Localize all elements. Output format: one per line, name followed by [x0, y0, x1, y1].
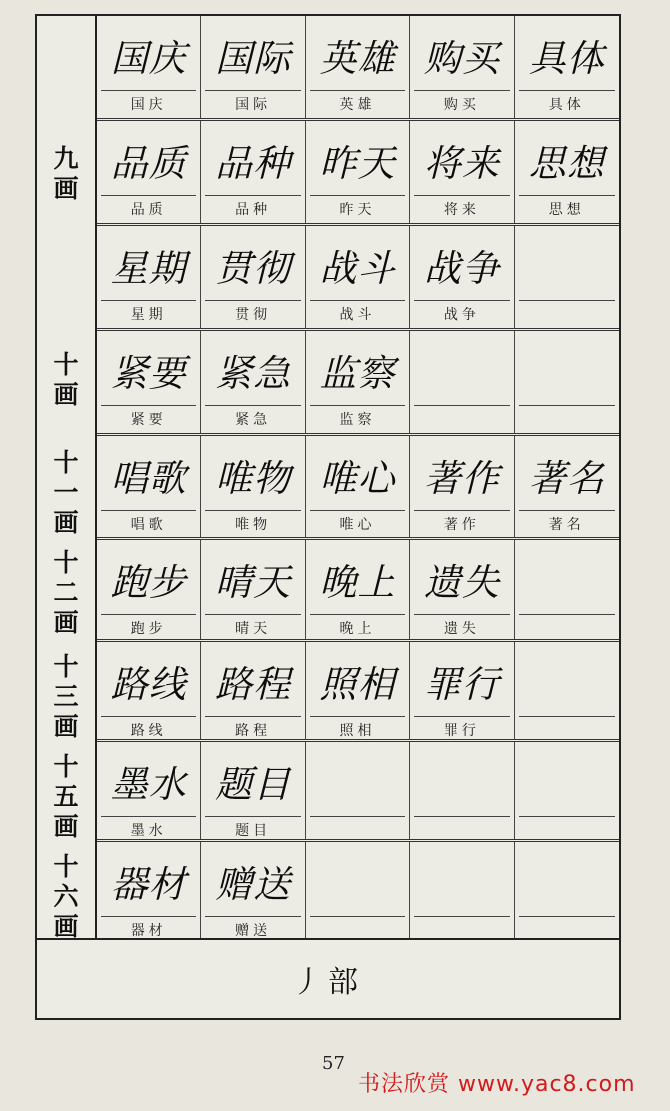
word-cell	[97, 16, 201, 118]
printed-word-label: 路程	[235, 723, 272, 739]
word-row	[97, 742, 619, 842]
word-cell	[97, 540, 201, 639]
printed-word-label: 将来	[443, 202, 480, 218]
handwritten-word: 著作	[423, 457, 500, 500]
handwritten-word: 监察	[319, 352, 396, 395]
cell-divider	[519, 195, 615, 196]
printed-word-label: 题目	[235, 823, 272, 839]
stroke-label-10	[37, 350, 95, 410]
handwritten-word: 昨天	[319, 142, 396, 185]
cell-divider	[519, 300, 615, 301]
word-cell	[201, 226, 305, 328]
word-cell	[306, 540, 410, 639]
cell-divider	[519, 405, 615, 406]
word-cell	[515, 226, 619, 328]
printed-word-label: 罪行	[443, 723, 480, 739]
cell-divider	[101, 300, 196, 301]
stroke-label-15	[37, 752, 95, 842]
word-cell	[410, 331, 514, 433]
word-cell	[201, 642, 305, 739]
word-cell	[515, 742, 619, 839]
radical-heading: 丿部	[292, 965, 364, 1000]
handwritten-word: 购买	[423, 37, 500, 80]
cell-divider	[310, 916, 405, 917]
handwritten-word: 战斗	[319, 247, 396, 290]
printed-word-label: 战争	[443, 307, 480, 323]
word-cell	[306, 642, 410, 739]
printed-word-label: 国庆	[130, 97, 167, 113]
handwritten-word	[306, 850, 409, 912]
printed-word-label: 紧要	[130, 412, 167, 428]
word-cell	[201, 742, 305, 839]
stroke-label-11	[37, 448, 95, 538]
cell-divider	[414, 300, 509, 301]
word-row	[97, 16, 619, 121]
printed-word-label: 遗失	[443, 621, 480, 637]
word-cell	[515, 842, 619, 938]
cell-divider	[310, 716, 405, 717]
handwritten-word	[515, 650, 619, 712]
cell-divider	[414, 816, 509, 817]
printed-word-label: 品质	[130, 202, 167, 218]
printed-word-label: 照相	[339, 723, 376, 739]
cell-divider	[205, 716, 300, 717]
word-cell	[201, 540, 305, 639]
cell-divider	[205, 300, 300, 301]
stroke-label-text: 十 二 画	[53, 548, 79, 637]
printed-word-label: 国际	[235, 97, 272, 113]
word-row	[97, 642, 619, 742]
cell-divider	[414, 510, 509, 511]
word-cell	[97, 842, 201, 938]
cell-divider	[414, 90, 509, 91]
printed-word-label: 思想	[548, 202, 585, 218]
cell-divider	[519, 614, 615, 615]
handwritten-word: 贯彻	[215, 247, 292, 290]
cell-divider	[310, 300, 405, 301]
handwritten-word: 跑步	[110, 561, 187, 604]
printed-word-label: 唯心	[339, 517, 376, 533]
handwritten-word: 路程	[215, 663, 292, 706]
handwritten-word: 唯物	[215, 457, 292, 500]
printed-word-label: 星期	[130, 307, 167, 323]
word-cell	[97, 226, 201, 328]
word-cell	[410, 436, 514, 537]
word-cell	[306, 842, 410, 938]
handwritten-word	[410, 750, 513, 812]
handwritten-word	[515, 234, 619, 296]
printed-word-label: 昨天	[339, 202, 376, 218]
word-row	[97, 121, 619, 226]
word-cell	[515, 436, 619, 537]
word-cell	[410, 121, 514, 223]
word-row	[97, 226, 619, 331]
handwritten-word: 照相	[319, 663, 396, 706]
word-cell	[97, 642, 201, 739]
printed-word-label: 贯彻	[235, 307, 272, 323]
cell-divider	[414, 195, 509, 196]
handwritten-word: 晴天	[215, 561, 292, 604]
word-cell	[410, 842, 514, 938]
word-cell	[97, 436, 201, 537]
handwritten-word: 国庆	[110, 37, 187, 80]
cell-divider	[310, 816, 405, 817]
stroke-label-text: 九 画	[53, 144, 79, 203]
cell-divider	[310, 405, 405, 406]
stroke-label-text: 十 画	[53, 350, 79, 409]
word-cell	[201, 331, 305, 433]
cell-divider	[414, 405, 509, 406]
handwritten-word: 星期	[110, 247, 187, 290]
word-cell	[306, 436, 410, 537]
handwritten-word: 思想	[528, 142, 605, 185]
handwritten-word: 紧急	[215, 352, 292, 395]
cell-divider	[310, 195, 405, 196]
printed-word-label: 英雄	[339, 97, 376, 113]
printed-word-label: 唯物	[235, 517, 272, 533]
stroke-label-13	[37, 652, 95, 742]
handwritten-word	[410, 850, 513, 912]
printed-word-label: 著作	[443, 517, 480, 533]
cell-divider	[205, 195, 300, 196]
cell-divider	[310, 614, 405, 615]
stroke-label-16	[37, 852, 95, 942]
word-row	[97, 540, 619, 642]
printed-word-label: 著名	[548, 517, 585, 533]
word-cell	[306, 331, 410, 433]
word-cell	[97, 742, 201, 839]
cell-divider	[414, 614, 509, 615]
handwritten-word: 遗失	[423, 561, 500, 604]
printed-word-label: 监察	[339, 412, 376, 428]
handwritten-word: 器材	[110, 863, 187, 906]
stroke-label-9	[37, 144, 95, 204]
printed-word-label: 墨水	[130, 823, 167, 839]
stroke-count-column	[37, 16, 97, 941]
printed-word-label: 品种	[235, 202, 272, 218]
stroke-label-text: 十 六 画	[53, 852, 79, 941]
handwritten-word: 将来	[423, 142, 500, 185]
word-cell	[410, 742, 514, 839]
site-watermark: 书法欣赏 www.yac8.com	[358, 1072, 636, 1097]
cell-divider	[414, 916, 509, 917]
handwritten-word	[306, 750, 409, 812]
handwritten-word: 品质	[110, 142, 187, 185]
handwritten-word: 紧要	[110, 352, 187, 395]
word-cell	[201, 842, 305, 938]
word-cell	[515, 540, 619, 639]
cell-divider	[101, 405, 196, 406]
stroke-label-text: 十 一 画	[53, 448, 79, 537]
printed-word-label: 具体	[548, 97, 585, 113]
word-cell	[306, 16, 410, 118]
word-cell	[515, 642, 619, 739]
printed-word-label: 紧急	[235, 412, 272, 428]
word-cell	[201, 121, 305, 223]
word-cell	[410, 540, 514, 639]
cell-divider	[205, 916, 300, 917]
page-number: 57	[322, 1053, 345, 1074]
printed-word-label: 购买	[443, 97, 480, 113]
word-cell	[97, 121, 201, 223]
word-cell	[201, 16, 305, 118]
handwritten-word	[515, 548, 619, 610]
cell-divider	[205, 405, 300, 406]
handwritten-word	[410, 339, 513, 401]
cell-divider	[519, 716, 615, 717]
stroke-label-text: 十 五 画	[53, 752, 79, 841]
word-cell	[515, 331, 619, 433]
word-row	[97, 436, 619, 540]
handwritten-word: 国际	[215, 37, 292, 80]
handwritten-word	[515, 850, 619, 912]
cell-divider	[205, 90, 300, 91]
handwritten-word: 题目	[215, 763, 292, 806]
cell-divider	[205, 510, 300, 511]
handwritten-word: 具体	[528, 37, 605, 80]
handwritten-word: 墨水	[110, 763, 187, 806]
handwritten-word	[515, 339, 619, 401]
handwritten-word: 英雄	[319, 37, 396, 80]
word-cell	[306, 226, 410, 328]
word-cell	[97, 331, 201, 433]
printed-word-label: 晚上	[339, 621, 376, 637]
calligraphy-practice-sheet	[35, 14, 621, 1020]
word-cell	[410, 642, 514, 739]
word-grid	[97, 16, 619, 938]
handwritten-word: 唱歌	[110, 457, 187, 500]
handwritten-word: 路线	[110, 663, 187, 706]
handwritten-word: 著名	[528, 457, 605, 500]
cell-divider	[205, 816, 300, 817]
cell-divider	[310, 90, 405, 91]
word-row	[97, 842, 619, 938]
word-row	[97, 331, 619, 436]
cell-divider	[414, 716, 509, 717]
cell-divider	[101, 716, 196, 717]
handwritten-word: 战争	[423, 247, 500, 290]
word-cell	[201, 436, 305, 537]
cell-divider	[519, 510, 615, 511]
cell-divider	[519, 916, 615, 917]
stroke-label-12	[37, 548, 95, 638]
handwritten-word: 晚上	[319, 561, 396, 604]
cell-divider	[310, 510, 405, 511]
printed-word-label: 晴天	[235, 621, 272, 637]
word-cell	[515, 121, 619, 223]
printed-word-label: 唱歌	[130, 517, 167, 533]
printed-word-label: 赠送	[235, 923, 272, 939]
cell-divider	[101, 510, 196, 511]
cell-divider	[205, 614, 300, 615]
handwritten-word: 罪行	[423, 663, 500, 706]
cell-divider	[519, 90, 615, 91]
cell-divider	[101, 916, 196, 917]
word-cell	[410, 16, 514, 118]
printed-word-label: 跑步	[130, 621, 167, 637]
cell-divider	[519, 816, 615, 817]
cell-divider	[101, 90, 196, 91]
printed-word-label: 路线	[130, 723, 167, 739]
stroke-label-text: 十 三 画	[53, 652, 79, 741]
word-cell	[306, 742, 410, 839]
radical-heading-band	[37, 938, 619, 1018]
cell-divider	[101, 816, 196, 817]
printed-word-label: 战斗	[339, 307, 376, 323]
word-cell	[515, 16, 619, 118]
word-cell	[410, 226, 514, 328]
cell-divider	[101, 614, 196, 615]
cell-divider	[101, 195, 196, 196]
handwritten-word	[515, 750, 619, 812]
printed-word-label: 器材	[130, 923, 167, 939]
handwritten-word: 品种	[215, 142, 292, 185]
word-cell	[306, 121, 410, 223]
handwritten-word: 赠送	[215, 863, 292, 906]
handwritten-word: 唯心	[319, 457, 396, 500]
